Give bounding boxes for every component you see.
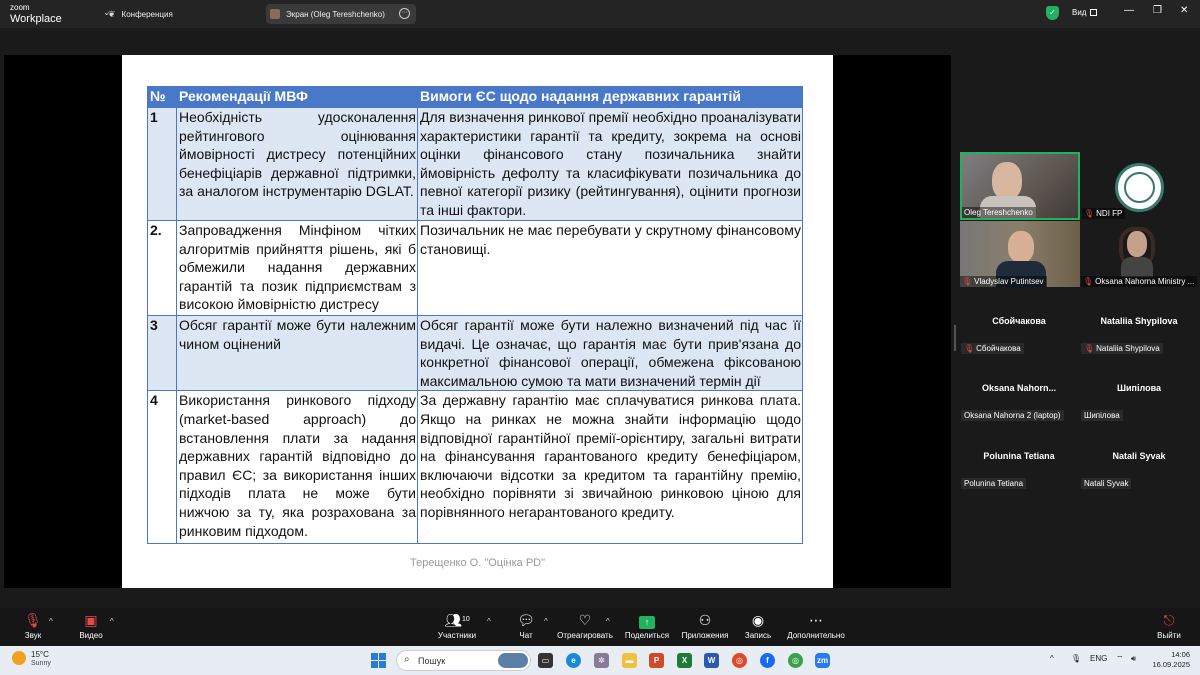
imf-cell: Запровадження Мінфіном чітких алгоритмів прийняття рішень, які б обмежили надання державних гарантій та позик підприємствам з високою ймовірністю дистресу <box>177 221 418 316</box>
zoom-logo: zoom Workplace <box>10 3 62 25</box>
date: 16.09.2025 <box>1152 660 1190 669</box>
tile-label-ndi: 🎙︎ NDI FP <box>1082 208 1125 219</box>
close-icon[interactable]: ✕ <box>1180 5 1189 16</box>
tile-label: 🎙︎ Oksana Nahorna Ministry ... <box>1081 276 1197 287</box>
person-face <box>1008 231 1034 263</box>
table-header-row <box>148 87 803 108</box>
tab-screen-share[interactable]: Экран (Oleg Tereshchenko) ··· <box>266 4 416 24</box>
exit-icon: ⎋ <box>1163 612 1175 628</box>
meeting-controls <box>0 608 1200 646</box>
record-icon: ◉ <box>751 612 765 628</box>
avatar-icon <box>270 9 280 19</box>
participant-name: Nataliia Shypilova <box>1100 316 1178 326</box>
heart-icon: ♡ <box>578 612 592 628</box>
chrome-icon[interactable]: ◎ <box>788 653 803 668</box>
eu-cell: Обсяг гарантії може бути належно визначений під час її видачі. Це означає, що гарантія має бути прив'язана до конкретної фінансової операції, обмежена фіксованою максимальною сумою та мати визначений термін дії <box>418 316 803 391</box>
chevron-down-icon[interactable]: ⌄ <box>103 7 111 17</box>
mic-off-icon: 🎙︎ <box>962 277 973 286</box>
mic-off-icon: 🎙︎ <box>24 612 42 628</box>
row-number: 4 <box>148 391 177 544</box>
time: 14:06 <box>1171 650 1190 659</box>
search-highlight-image <box>498 653 528 668</box>
leave-button[interactable]: ⎋ Выйти <box>1134 611 1200 640</box>
record-button[interactable]: ◉ Запись <box>723 611 793 640</box>
imf-cell: Необхідність удосконалення рейтингового оцінювання ймовірності дистресу потенційних бенефіціарів державної підтримки, за аналогом інструментарію DGLAT. <box>177 108 418 221</box>
paw-icon: ❦ <box>108 8 116 19</box>
react-options-caret[interactable]: ^ <box>606 617 610 626</box>
mic-icon[interactable]: 🎙︎ <box>1071 654 1082 663</box>
eu-cell: Для визначення ринкової премії необхідно проаналізувати характеристики гарантії та кредиту, зокрема на основі оцінки фінансового стану позичальника знайти ймовірність дефолту та класифікувати позичальника до певної категорії ризику (рейтингування), оцінити прогнози та інші фактори. <box>418 108 803 221</box>
mic-off-icon: 🎙︎ <box>964 344 975 353</box>
mic-off-icon: 🎙︎ <box>1084 209 1095 218</box>
search-box[interactable] <box>396 650 531 671</box>
app-icon[interactable]: ✲ <box>594 653 609 668</box>
sun-icon[interactable] <box>12 651 26 665</box>
slide-footer: Терещенко О. "Оцінка PD" <box>409 557 546 569</box>
title-bar <box>0 0 1200 28</box>
tile-label: 🎙︎ Vladyslav Putintsev <box>960 276 1047 287</box>
row-number: 2. <box>148 221 177 316</box>
excel-icon[interactable]: X <box>677 653 692 668</box>
task-view-icon[interactable]: ▭ <box>538 653 553 668</box>
table-row <box>148 316 803 391</box>
share-screen-icon: ↑ <box>639 616 655 629</box>
eu-cell: За державну гарантію має сплачуватися ринкова плата. Якщо на ринках не можна знайти інформацію щодо відповідної гарантійної премії-орієнтиру, загальні витрати на фінансування гарантованого кредиту бенефіціаром, включаючи відсотки за кредитом та гарантійну премію, необхідно порівняти зі звичайною ринковою ціною для порівнянного негарантованого кредиту. <box>418 391 803 544</box>
tab-conference[interactable]: ❦ Конференция <box>108 8 173 19</box>
chevron-up-icon[interactable]: ^ <box>1050 654 1054 663</box>
shield-icon[interactable]: ✓ <box>1046 6 1059 20</box>
participant-tag: Polunina Tetiana <box>961 478 1026 489</box>
eu-cell: Позичальник не має перебувати у скрутному фінансовому становищі. <box>418 221 803 316</box>
chat-icon: 💬︎ <box>517 612 535 628</box>
camera-off-icon: ▣ <box>84 612 98 628</box>
mic-off-icon: 🎙︎ <box>1084 344 1095 353</box>
share-button[interactable]: ↑ Поделиться <box>624 617 670 640</box>
row-number: 1 <box>148 108 177 221</box>
imf-cell: Обсяг гарантії може бути належним чином оцінений <box>177 316 418 391</box>
grid-icon[interactable] <box>1090 9 1097 16</box>
video-options-caret[interactable]: ^ <box>110 617 114 626</box>
participants-options-caret[interactable]: ^ <box>487 617 491 626</box>
windows-taskbar <box>0 646 1200 675</box>
video-tile-oleg[interactable] <box>960 152 1080 220</box>
tile-label: Oleg Tereshchenko <box>962 207 1036 218</box>
audio-button[interactable]: 🎙︎ Звук <box>0 611 68 640</box>
people-icon: 👥︎$^{10}$ <box>444 612 470 628</box>
edge-icon[interactable]: e <box>566 653 581 668</box>
comparison-table <box>147 86 803 544</box>
table-row <box>148 391 803 544</box>
participant-tag: Шипілова <box>1081 410 1123 421</box>
view-button[interactable]: Вид <box>1072 8 1087 17</box>
search-icon: ⌕ <box>404 654 410 665</box>
participant-name: Сбойчакова <box>992 316 1046 326</box>
participant-name: Шипілова <box>1116 383 1162 393</box>
seal-ring <box>1124 172 1155 203</box>
language-indicator[interactable]: ENG <box>1090 654 1108 663</box>
video-tile-oksana[interactable] <box>1081 221 1200 287</box>
header-eu: Вимоги ЄС щодо надання державних гарантій <box>418 87 803 108</box>
restore-icon[interactable]: ❐ <box>1153 5 1162 16</box>
weather-temp[interactable]: 15°C <box>31 650 49 659</box>
person-face <box>992 162 1022 200</box>
facebook-icon[interactable]: f <box>760 653 775 668</box>
chat-options-caret[interactable]: ^ <box>544 617 548 626</box>
folder-icon[interactable]: ▬ <box>622 653 637 668</box>
video-tile-vladyslav[interactable] <box>960 221 1080 287</box>
ndi-logo <box>1115 163 1164 212</box>
zoom-icon[interactable]: zm <box>815 653 830 668</box>
participant-tag: Oksana Nahorna 2 (laptop) <box>961 410 1064 421</box>
table-row <box>148 108 803 221</box>
more-icon[interactable]: ··· <box>399 8 410 19</box>
row-number: 3 <box>148 316 177 391</box>
word-icon[interactable]: W <box>704 653 719 668</box>
participant-tag: 🎙︎ Сбойчакова <box>961 343 1024 354</box>
search-placeholder: Пошук <box>418 656 446 666</box>
participant-tag: 🎙︎ Nataliia Shypilova <box>1081 343 1163 354</box>
more-icon: ⋯ <box>809 612 823 628</box>
participants-button[interactable]: 👥︎$^{10}$ Участники <box>422 611 492 640</box>
presentation-slide <box>122 55 833 588</box>
sidebar-resize-handle[interactable] <box>954 325 956 351</box>
clock[interactable] <box>1150 650 1190 670</box>
mic-off-icon: 🎙︎ <box>1083 277 1094 286</box>
react-button[interactable]: ♡ Отреагировать <box>550 611 620 640</box>
apps-icon: ⚇ <box>698 612 712 628</box>
chat-button[interactable]: 💬︎ Чат <box>491 611 561 640</box>
minimize-icon[interactable]: — <box>1124 5 1134 16</box>
weather-desc[interactable]: Sunny <box>31 660 51 667</box>
apps-button[interactable]: ⚇ Приложения <box>670 611 740 640</box>
table-row <box>148 221 803 316</box>
chrome-icon[interactable]: ◎ <box>732 653 747 668</box>
participant-name: Oksana Nahorn... <box>981 383 1057 393</box>
audio-options-caret[interactable]: ^ <box>49 617 53 626</box>
powerpoint-icon[interactable]: P <box>649 653 664 668</box>
imf-cell: Використання ринкового підходу (market-based approach) до встановлення плати за надання державних гарантій відповідно до правил ЄС; за використання інших підходів плата не може бути нижчою за ту, яка розрахована за ринковим підходом. <box>177 391 418 544</box>
video-button[interactable]: ▣ Видео <box>56 611 126 640</box>
start-button[interactable] <box>371 653 386 668</box>
participant-name: Natali Syvak <box>1112 451 1166 461</box>
header-number: № <box>148 87 177 108</box>
participant-name: Polunina Tetiana <box>983 451 1055 461</box>
header-imf: Рекомендації МВФ <box>177 87 418 108</box>
speaker-icon[interactable]: 🔊︎ <box>1131 654 1137 663</box>
person-body <box>1121 257 1153 277</box>
more-button[interactable]: ⋯ Дополнительно <box>781 611 851 640</box>
participant-tag: Natali Syvak <box>1081 478 1131 489</box>
wifi-icon[interactable]: ⌔ <box>1116 654 1124 663</box>
